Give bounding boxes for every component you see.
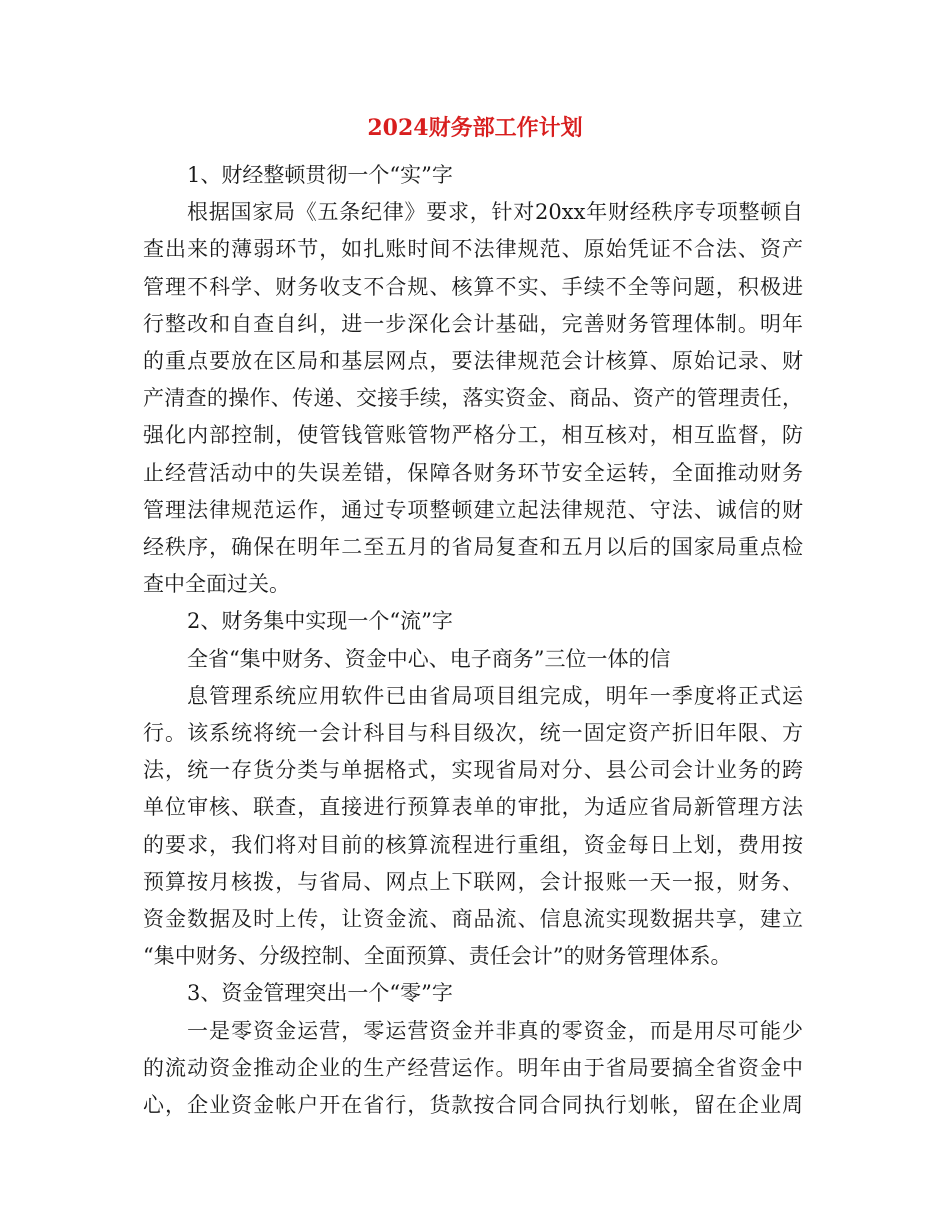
- text-line: 查出来的薄弱环节，如扎账时间不法律规范、原始凭证不合法、资产: [143, 237, 803, 262]
- text-line: 2、财务集中实现一个“流”字: [187, 609, 453, 634]
- text-line: 3、资金管理突出一个“零”字: [187, 981, 453, 1006]
- text-line: 管理不科学、财务收支不合规、核算不实、手续不全等问题，积极进: [143, 274, 803, 299]
- text-line: 的流动资金推动企业的生产经营运作。明年由于省局要搞全省资金中: [143, 1055, 803, 1080]
- text-line: 1、财经整顿贯彻一个“实”字: [187, 163, 453, 187]
- text-line: 止经营活动中的失误差错，保障各财务环节安全运转，全面推动财务: [143, 460, 803, 485]
- text-line: 产清查的操作、传递、交接手续，落实资金、商品、资产的管理责任，: [143, 386, 803, 411]
- text-line: “集中财务、分级控制、全面预算、责任会计”的财务管理体系。: [143, 944, 732, 969]
- text-line: 行整改和自查自纠，进一步深化会计基础，完善财务管理体制。明年: [143, 311, 803, 336]
- document-title: 2024财务部工作计划: [367, 115, 583, 141]
- text-line: 的要求，我们将对目前的核算流程进行重组，资金每日上划，费用按: [143, 832, 803, 857]
- text-line: 息管理系统应用软件已由省局项目组完成，明年一季度将正式运: [187, 683, 803, 708]
- text-line: 经秩序，确保在明年二至五月的省局复查和五月以后的国家局重点检: [143, 535, 803, 560]
- text-line: 行。该系统将统一会计科目与科目级次，统一固定资产折旧年限、方: [143, 721, 803, 746]
- text-line: 的重点要放在区局和基层网点，要法律规范会计核算、原始记录、财: [143, 349, 803, 374]
- text-line: 全省“集中财务、资金中心、电子商务”三位一体的信: [187, 646, 671, 671]
- text-line: 法，统一存货分类与单据格式，实现省局对分、县公司会计业务的跨: [143, 758, 803, 783]
- text-line: 一是零资金运营，零运营资金并非真的零资金，而是用尽可能少: [187, 1018, 803, 1043]
- text-line: 预算按月核拨，与省局、网点上下联网，会计报账一天一报，财务、: [143, 869, 803, 894]
- text-line: 管理法律规范运作，通过专项整顿建立起法律规范、守法、诚信的财: [143, 497, 803, 522]
- text-line: 单位审核、联查，直接进行预算表单的审批，为适应省局新管理方法: [143, 795, 803, 820]
- text-line: 根据国家局《五条纪律》要求，针对20xx年财经秩序专项整顿自: [187, 200, 803, 225]
- text-line: 心，企业资金帐户开在省行，货款按合同合同执行划帐，留在企业周: [143, 1093, 803, 1118]
- document-body: [143, 157, 803, 1124]
- text-line: 强化内部控制，使管钱管账管物严格分工，相互核对，相互监督，防: [143, 423, 803, 448]
- text-line: 查中全面过关。: [143, 572, 290, 597]
- text-line: 资金数据及时上传，让资金流、商品流、信息流实现数据共享，建立: [143, 907, 803, 932]
